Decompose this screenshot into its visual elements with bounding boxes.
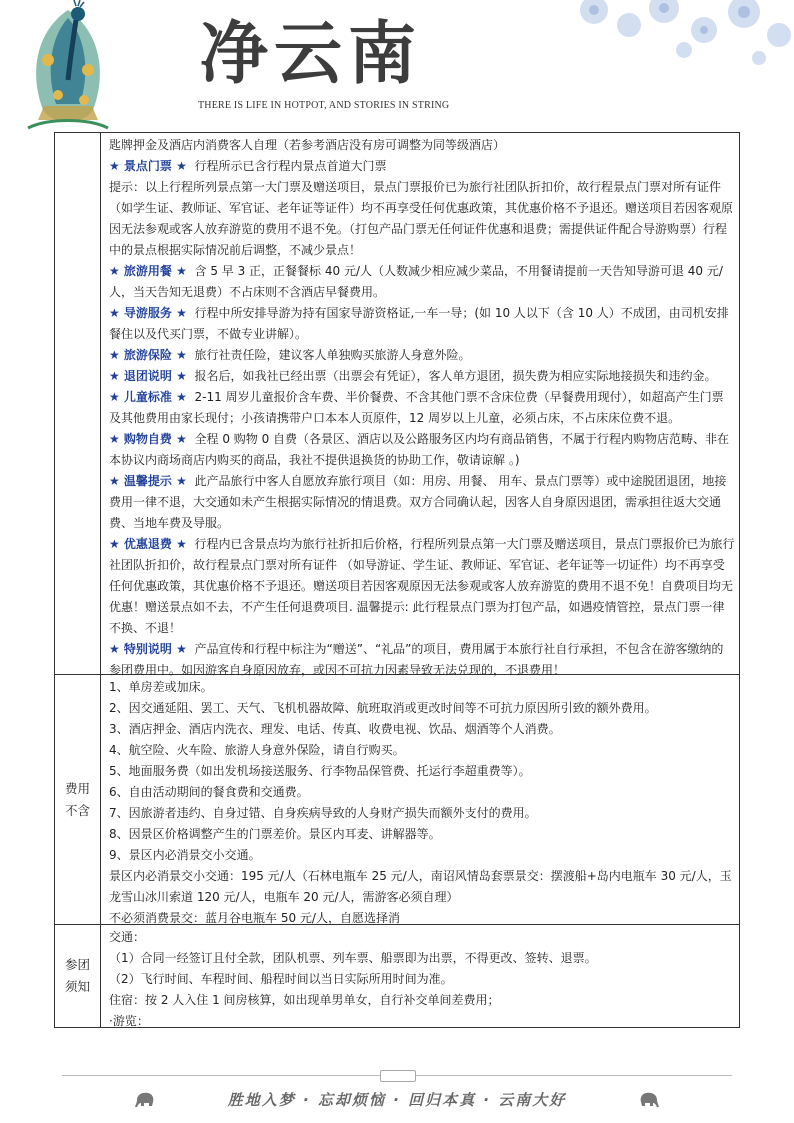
notice-item: 住宿：按 2 人入住 1 间房核算，如出现单男单女，自行补交单间差费用； [109, 993, 500, 1007]
exclusion-item: 不必须消费景交：蓝月谷电瓶车 50 元/人，自愿选择消 [109, 911, 400, 925]
fee-exclusion-content [101, 675, 739, 929]
exclusion-item: 9、景区内必消景交小交通。 [109, 848, 261, 862]
note-line: ★ 景点门票 ★ 行程所示已含行程内景点首道大门票 [109, 159, 387, 173]
exclusion-item: 4、航空险、火车险、旅游人身意外保险，请自行购买。 [109, 743, 405, 757]
footer-slogan: 胜地入梦 · 忘却烦恼 · 回归本真 · 云南大好 [227, 1090, 567, 1109]
exclusion-item: 1、单房差或加床。 [109, 680, 213, 694]
exclusion-item: 2、因交通延阻、罢工、天气、飞机机器故障、航班取消或更改时间等不可抗力原因所引致的额外费用。 [109, 701, 657, 715]
notice-item: （1）合同一经签订且付全款，团队机票、列车票、船票即为出票，不得更改、签转、退票。 [109, 951, 597, 965]
note-line: 提示：以上行程所列景点第一大门票及赠送项目，景点门票报价已为旅行社团队折扣价，故行程景点门票对所有证件 （如学生证、教师证、军官证、老年证等证件）均不再享受任何优惠政策，其优惠价格不予退还。赠送项目若因客观原因无法参观或客人放弃游览的费用不退不免。（打包产品门票无任何证件优惠和退费；需提供证件配合导游购票）行程中的景点根据实际情况前后调整，不减少景点！ [109, 180, 734, 257]
notice-item: 交通： [109, 930, 146, 944]
notice-label: 参团 须知 [55, 925, 101, 1027]
note-tag: ★ 导游服务 ★ [109, 306, 187, 320]
exclusion-item: 6、自由活动期间的餐食费和交通费。 [109, 785, 309, 799]
elephant-icon [134, 1090, 156, 1108]
notice-row [55, 925, 739, 1027]
fee-exclusion-label: 费用 不含 [55, 675, 101, 924]
notes-content [101, 133, 739, 681]
note-line: ★ 退团说明 ★ 报名后，如我社已经出票（出票会有凭证），客人单方退团，损失费为相应实际地接损失和违约金。 [109, 369, 717, 383]
note-tag: ★ 旅游保险 ★ [109, 348, 187, 362]
exclusion-item: 景区内必消景交小交通：195 元/人（石林电瓶车 25 元/人，南诏风情岛套票景交：摆渡船+岛内电瓶车 30 元/人，玉龙雪山冰川索道 120 元/人，电瓶车 20 元/人，需游客必须自理） [109, 869, 732, 904]
brand-title: 净云南 [200, 14, 423, 94]
note-line: ★ 旅游用餐 ★ 含 5 早 3 正，正餐餐标 40 元/人（人数减少相应减少菜品，不用餐请提前一天告知导游可退 40 元/人，当天告知无退费）不占床则不含酒店早餐费用。 [109, 264, 723, 299]
exclusion-item: 8、因景区价格调整产生的门票差价。景区内耳麦、讲解器等。 [109, 827, 441, 841]
note-tag: ★ 旅游用餐 ★ [109, 264, 187, 278]
note-line: 匙牌押金及酒店内消费客人自理（若参考酒店没有房可调整为同等级酒店） [109, 138, 506, 152]
exclusion-item: 7、因旅游者违约、自身过错、自身疾病导致的人身财产损失而额外支付的费用。 [109, 806, 537, 820]
note-line: ★ 导游服务 ★ 行程中所安排导游为持有国家导游资格证,一车一导；(如 10 人以下（含 10 人）不成团，由司机安排餐住以及代买门票，不做专业讲解）。 [109, 306, 729, 341]
note-line: ★ 购物自费 ★ 全程 0 购物 0 自费（各景区、酒店以及公路服务区内均有商品销售，不属于行程内购物店范畴、非在本协议内商场商店内购买的商品，我社不提供退换货的协助工作，敬请谅解 。) [109, 432, 730, 467]
notes-row-label [55, 133, 101, 674]
page-header [0, 0, 794, 132]
floral-decoration [554, 0, 794, 70]
note-tag: ★ 退团说明 ★ [109, 369, 187, 383]
notice-item: ·游览： [109, 1014, 149, 1028]
note-tag: ★ 温馨提示 ★ [109, 474, 187, 488]
page-footer [0, 1060, 794, 1123]
brand-subtitle: THERE IS LIFE IN HOTPOT, AND STORIES IN STRING [198, 100, 450, 111]
fee-exclusion-row [55, 675, 739, 925]
note-line: ★ 特别说明 ★ 产品宣传和行程中标注为“赠送”、“礼品”的项目，费用属于本旅行社自行承担，不包含在游客缴纳的参团费用中。如因游客自身原因放弃，或因不可抗力因素导致无法兑现的，不退费用！ [109, 642, 724, 677]
note-tag: ★ 购物自费 ★ [109, 432, 187, 446]
notice-item: （2）飞行时间、车程时间、船程时间以当日实际所用时间为准。 [109, 972, 453, 986]
footer-bar [134, 1084, 660, 1114]
notice-content [101, 925, 739, 1032]
note-tag: ★ 优惠退费 ★ [109, 537, 187, 551]
note-line: ★ 优惠退费 ★ 行程内已含景点均为旅行社折扣后价格，行程所列景点第一大门票及赠送项目，景点门票报价已为旅行社团队折扣价，故行程景点门票对所有证件 （如导游证、学生证、教师证、军官证、老年证等一切证件）均不再享受任何优惠政策，其优惠价格不予退还。赠送项目若因客观原因无法参观或客人放弃游览的费用不退不免！自费项目均无优惠！赠送景点如不去，不产生任何退费项目. 温馨提示: 此行程景点门票为打包产品，如遇疫情管控，景点门票一律不换、不退！ [109, 537, 735, 635]
exclusion-item: 3、酒店押金、酒店内洗衣、理发、电话、传真、收费电视、饮品、烟酒等个人消费。 [109, 722, 561, 736]
itinerary-table [54, 132, 740, 1028]
elephant-icon [638, 1090, 660, 1108]
footer-ornament [380, 1070, 416, 1082]
peacock-illustration [18, 0, 118, 132]
note-line: ★ 温馨提示 ★ 此产品旅行中客人自愿放弃旅行项目（如：用房、用餐、 用车、景点门票等）或中途脱团退团，地接费用一律不退，大交通如未产生根据实际情况的情退费。双方合同确认起，因客人自身原因退团，需承担往返大交通费、当地车费及导服。 [109, 474, 727, 530]
note-tag: ★ 儿童标准 ★ [109, 390, 187, 404]
note-line: ★ 旅游保险 ★ 旅行社责任险，建议客人单独购买旅游人身意外险。 [109, 348, 471, 362]
note-line: ★ 儿童标准 ★ 2-11 周岁儿童报价含车费、半价餐费、不含其他门票不含床位费（早餐费用现付），如超高产生门票及其他费用由家长现付；小孩请携带户口本本人页原件，12 周岁以上儿童，必须占床，不占床床位费不退。 [109, 390, 724, 425]
note-tag: ★ 景点门票 ★ [109, 159, 187, 173]
notes-row [55, 133, 739, 675]
note-tag: ★ 特别说明 ★ [109, 642, 187, 656]
exclusion-item: 5、地面服务费（如出发机场接送服务、行李物品保管费、托运行李超重费等）。 [109, 764, 531, 778]
